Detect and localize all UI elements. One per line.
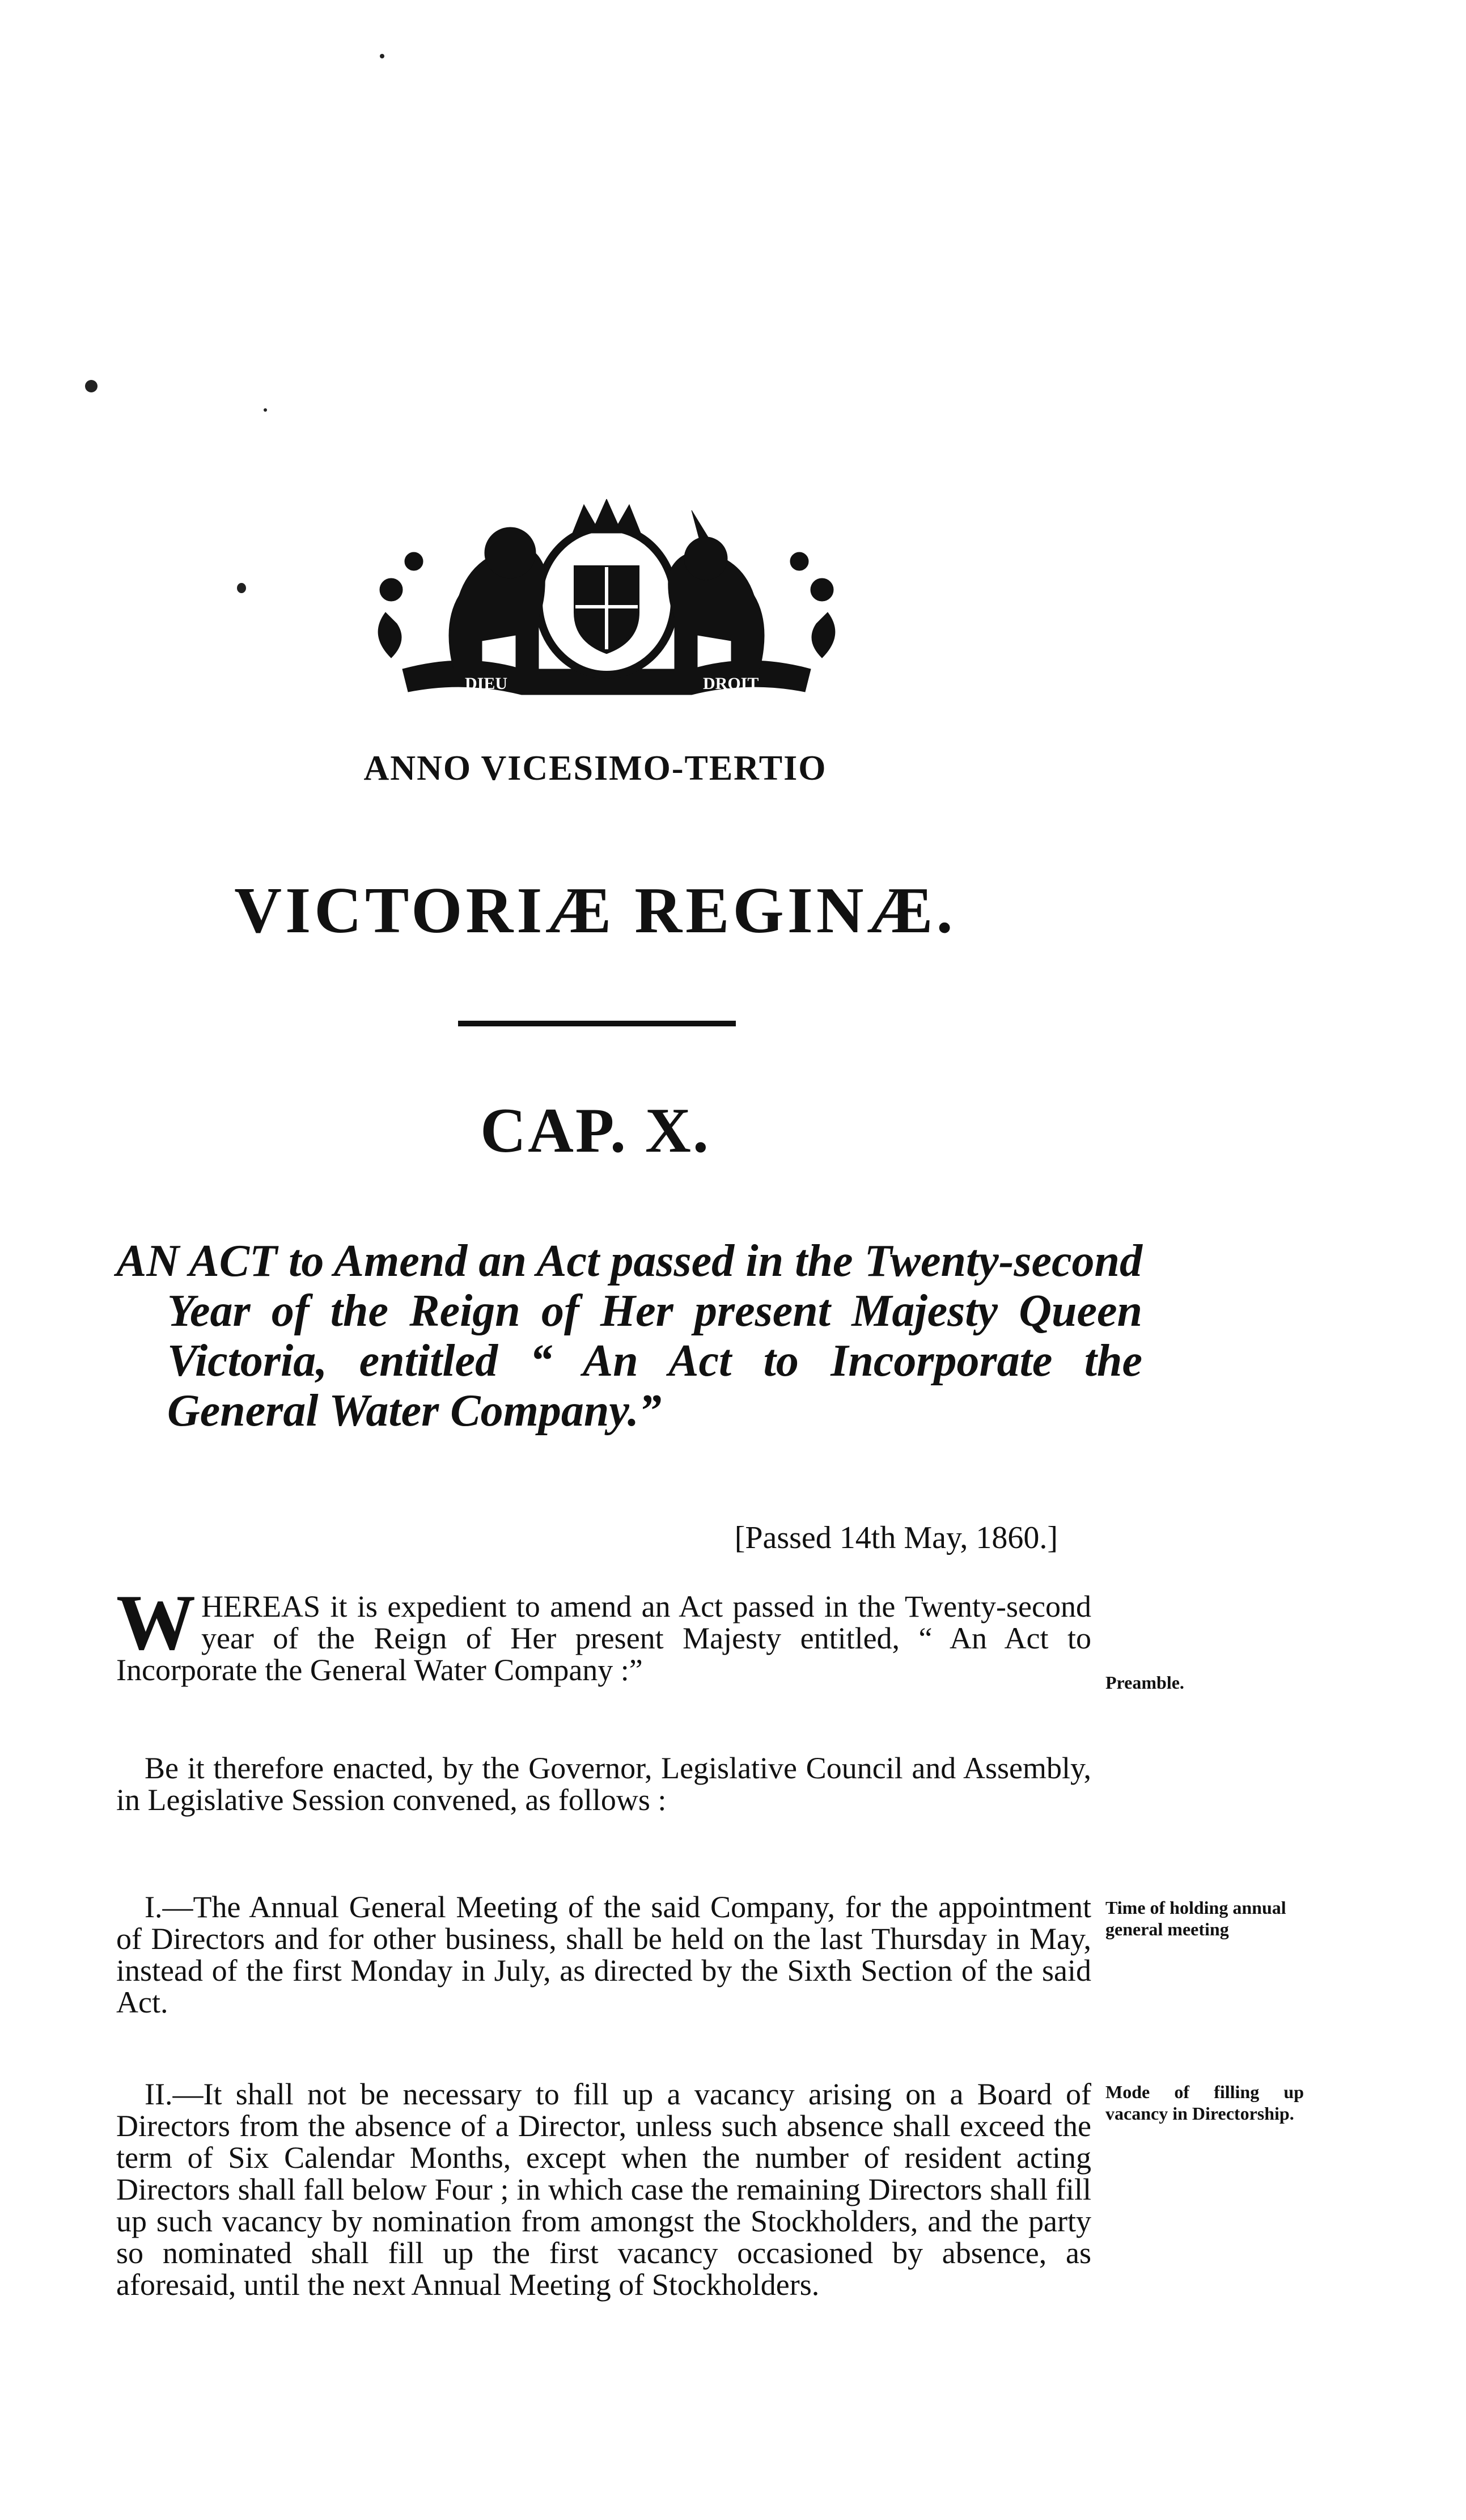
act-title: AN ACT to Amend an Act passed in the Twenty-second Year of the Reign of Her present Majesty Queen Victoria, entitled “ An Act to Incorporate the General Water Company.” (116, 1236, 1142, 1436)
regnal-year-heading: ANNO VICESIMO-TERTIO (363, 749, 827, 788)
drop-cap: W (116, 1579, 196, 1667)
preamble-text: HEREAS it is expedient to amend an Act passed in the Twenty-second year of the Reign of Her present Majesty entitled, “ An Act to Incorporate the General Water Company :” (116, 1589, 1091, 1687)
royal-coat-of-arms-icon (351, 499, 862, 703)
section-2: II.—It shall not be necessary to fill up a vacancy arising on a Board of Directors from the absence of a Director, unless such absence shall exceed the term of Six Calendar Months, except when the number of resident acting Directors shall fall below Four ; in which case the remaining Directors shall fill up such vacancy by nomination from amongst the Stockholders, and the party so nominated shall fill up the first vacancy occasioned by absence, as aforesaid, until the next Annual Meeting of Stockholders. (116, 2077, 1091, 2302)
margin-note-preamble: Preamble. (1105, 1672, 1184, 1693)
crest-motto-right: DROIT (703, 674, 759, 693)
section-1: I.—The Annual General Meeting of the said Company, for the appointment of Directors and for other business, shall be held on the last Thursday in May, instead of the first Monday in July, as directed by the Sixth Section of the said Act. (116, 1890, 1091, 2019)
margin-note-section-2: Mode of filling up vacancy in Directorship. (1105, 2082, 1304, 2124)
scan-speck (264, 408, 267, 412)
preamble-paragraph (116, 1579, 1091, 1687)
reign-heading: VICTORIÆ REGINÆ. (234, 874, 956, 947)
heading-divider (458, 1021, 736, 1026)
passed-date: [Passed 14th May, 1860.] (734, 1520, 1058, 1555)
scan-speck (237, 583, 246, 593)
scan-speck (85, 380, 98, 392)
scan-speck (380, 54, 384, 58)
enacting-clause: Be it therefore enacted, by the Governor, Legislative Council and Assembly, in Legislative Session convened, as follows : (116, 1751, 1091, 1817)
crest-motto-left: DIEU (465, 674, 508, 693)
chapter-number: CAP. X. (480, 1096, 710, 1166)
margin-note-section-1: Time of holding annual general meeting (1105, 1897, 1286, 1939)
